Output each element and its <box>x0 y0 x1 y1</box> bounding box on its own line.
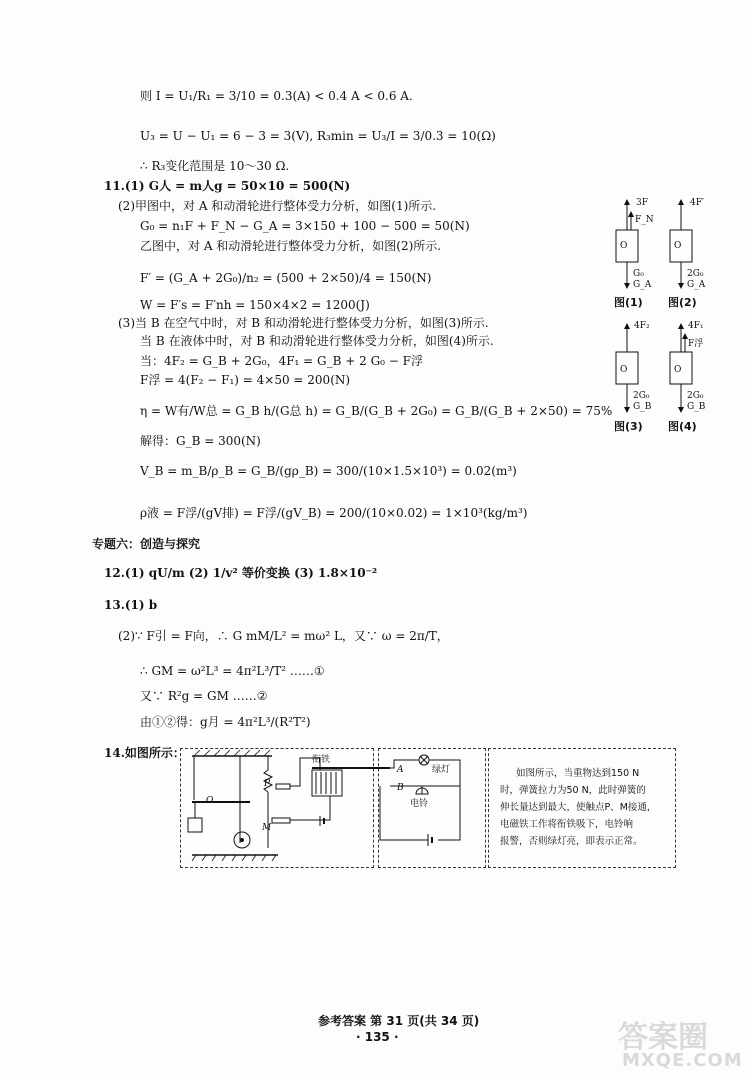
fig4-bottom2-label: G_B <box>687 402 706 412</box>
line-07: 乙图中，对 A 和动滑轮进行整体受力分析，如图(2)所示. <box>140 239 442 253</box>
question-12: 12.(1) qU/m (2) 1/v² 等价变换 (3) 1.8×10⁻² <box>104 566 378 580</box>
line-11: 当 B 在液体中时，对 B 和动滑轮进行整体受力分析，如图(4)所示. <box>140 334 494 348</box>
line-23: 由①②得：g月 = 4π²L³/(R²T²) <box>140 715 311 729</box>
line-12: 当：4F₂ = G_B + 2G₀，4F₁ = G_B + 2 G₀ − F浮 <box>140 354 423 368</box>
contact-p-label: P <box>264 779 271 789</box>
line-21: ∴ GM = ω²L³ = 4π²L³/T² ……① <box>140 664 325 678</box>
line-22: 又∵ R²g = GM ……② <box>140 689 268 703</box>
line-14: η = W有/W总 = G_B h/(G总 h) = G_B/(G_B + 2G₀) = G_B/(G_B + 2×50) = 75% <box>140 404 613 418</box>
fig1-bottom2-label: G_A <box>633 280 652 290</box>
explanation-line-5: 报警，否则绿灯亮，即表示正常。 <box>500 836 643 847</box>
explanation-text <box>500 765 670 850</box>
fig4-right-label: F浮 <box>688 339 704 349</box>
fig3-caption: 图(3) <box>614 420 643 433</box>
fig1-right-label: F_N <box>635 215 654 225</box>
fig3-bottom1-label: 2G₀ <box>633 391 650 401</box>
line-13: F浮 = 4(F₂ − F₁) = 4×50 = 200(N) <box>140 373 351 387</box>
fig2-bottom1-label: 2G₀ <box>687 269 704 279</box>
pivot-o-label: O <box>206 796 214 806</box>
line-09: W = F′s = F′nh = 150×4×2 = 1200(J) <box>140 298 370 312</box>
question-14: 14.如图所示： <box>104 746 185 760</box>
fig4-caption: 图(4) <box>668 420 697 433</box>
contact-a-label: A <box>397 765 404 775</box>
fig2-caption: 图(2) <box>668 296 697 309</box>
lamp-label: 绿灯 <box>432 765 451 775</box>
fig3-top-label: 4F₂ <box>634 321 650 331</box>
explanation-line-2: 时，弹簧拉力为50 N，此时弹簧的 <box>500 785 646 796</box>
footer-title: 参考答案 第 31 页(共 34 页) <box>318 1014 480 1028</box>
explanation-line-4: 电磁铁工作将衔铁吸下，电铃响 <box>500 819 634 830</box>
explanation-line-1: 如图所示，当重物达到150 N <box>516 768 640 779</box>
line-16: V_B = m_B/ρ_B = G_B/(gρ_B) = 300/(10×1.5×10³) = 0.02(m³) <box>140 464 517 478</box>
line-17: ρ液 = F浮/(gV排) = F浮/(gV_B) = 200/(10×0.02) = 1×10³(kg/m³) <box>140 506 528 520</box>
line-06: G₀ = n₁F + F_N − G_A = 3×150 + 100 − 500 = 50(N) <box>140 219 470 233</box>
explanation-line-3: 伸长量达到最大，使触点P、M接通， <box>500 802 657 813</box>
page-number: · 135 · <box>356 1030 399 1044</box>
fig2-bottom2-label: G_A <box>687 280 706 290</box>
armature-label: 衔铁 <box>312 755 331 765</box>
line-02: U₃ = U − U₁ = 6 − 3 = 3(V), R₃min = U₃/I = 3/0.3 = 10(Ω) <box>140 129 496 143</box>
force-diagrams <box>600 190 730 450</box>
fig3-center-label: O <box>620 365 628 375</box>
fig1-top-label: 3F <box>636 198 648 208</box>
watermark-url: MXQE.COM <box>622 1050 743 1071</box>
watermark-logo: 答案圈 <box>618 1020 708 1055</box>
line-08: F′ = (G_A + 2G₀)/n₂ = (500 + 2×50)/4 = 150(N) <box>140 271 432 285</box>
line-01: 则 I = U₁/R₁ = 3/10 = 0.3(A) < 0.4 A < 0.6 A. <box>140 89 413 103</box>
fig1-bottom1-label: G₀ <box>633 269 644 279</box>
fig1-caption: 图(1) <box>614 296 643 309</box>
section-6-heading: 专题六：创造与探究 <box>92 537 201 551</box>
line-05: (2)甲图中，对 A 和动滑轮进行整体受力分析，如图(1)所示. <box>118 199 437 213</box>
line-15: 解得：G_B = 300(N) <box>140 434 261 448</box>
line-10: (3)当 B 在空气中时，对 B 和动滑轮进行整体受力分析，如图(3)所示. <box>118 316 489 330</box>
contact-b-label: B <box>397 783 404 793</box>
fig4-bottom1-label: 2G₀ <box>687 391 704 401</box>
contact-m-label: M <box>262 823 272 833</box>
question-13-part-1: 13.(1) b <box>104 598 158 612</box>
fig4-top-label: 4F₁ <box>688 321 704 331</box>
fig1-center-label: O <box>620 241 628 251</box>
line-03: ∴ R₃变化范围是 10～30 Ω. <box>140 159 290 173</box>
fig2-top-label: 4F′ <box>690 198 705 208</box>
fig2-center-label: O <box>674 241 682 251</box>
question-11-part-1: 11.(1) G人 = m人g = 50×10 = 500(N) <box>104 179 351 193</box>
fig4-center-label: O <box>674 365 682 375</box>
line-20: (2)∵ F引 = F向，∴ G mM/L² = mω² L，又∵ ω = 2π/T， <box>118 629 449 643</box>
bell-label: 电铃 <box>410 799 429 809</box>
fig3-bottom2-label: G_B <box>633 402 652 412</box>
